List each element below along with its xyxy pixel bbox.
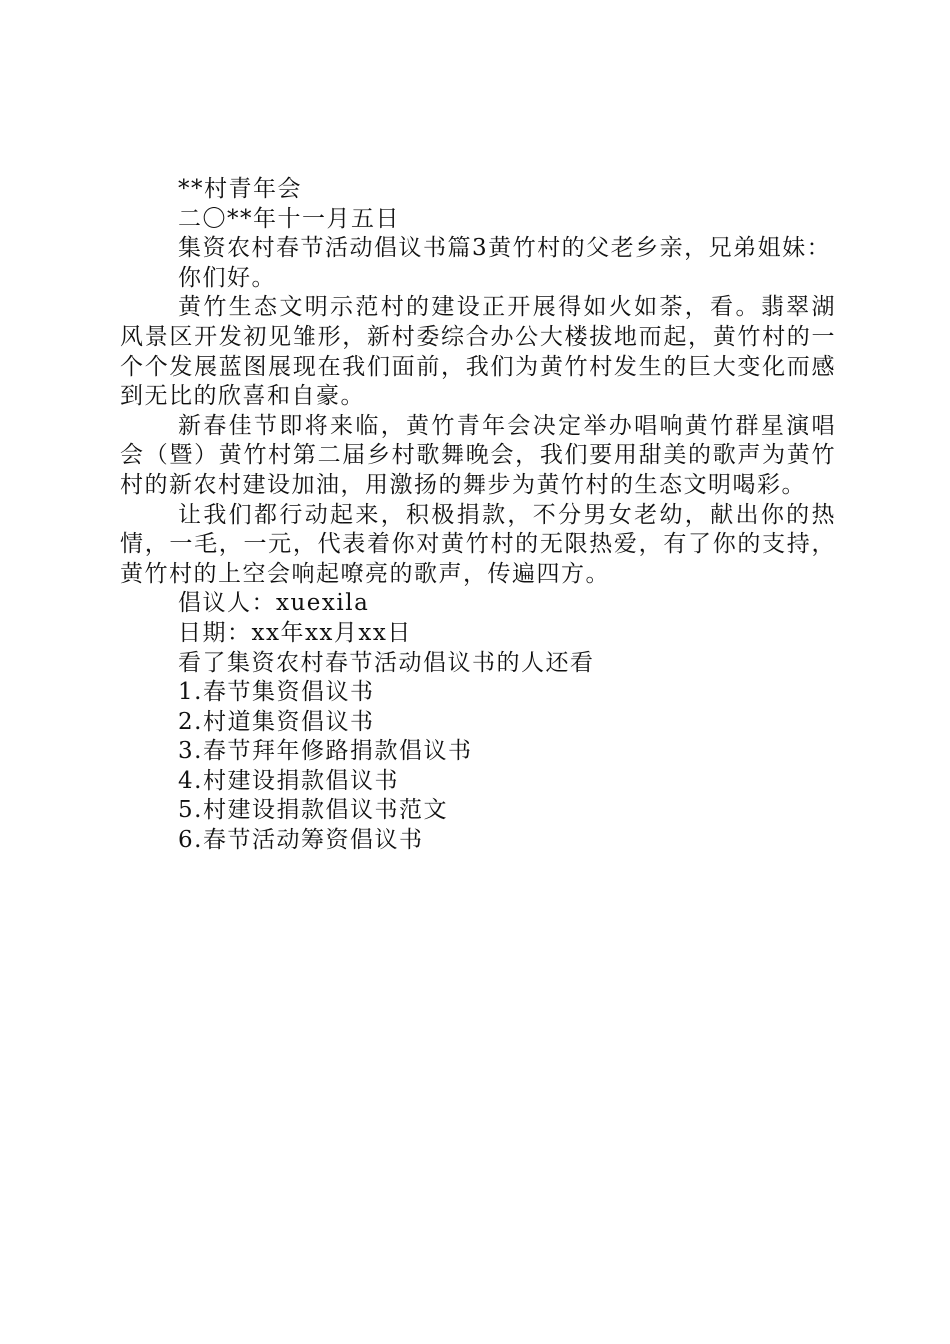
related-link[interactable]: 4.村建设捐款倡议书 <box>178 767 399 794</box>
related-link[interactable]: 5.村建设捐款倡议书范文 <box>178 797 448 824</box>
paragraph-body: 让我们都行动起来，积极捐款，不分男女老幼，献出你的热情，一毛，一元，代表着你对黄竹村的无限热爱，有了你的支持，黄竹村的上空会响起嘹亮的歌声，传遍四方。 <box>120 501 836 587</box>
paragraph-heading: 集资农村春节活动倡议书篇3黄竹村的父老乡亲，兄弟姐妹： <box>178 235 832 262</box>
related-heading: 看了集资农村春节活动倡议书的人还看 <box>178 649 595 676</box>
initiator-line: 倡议人：xuexila <box>178 590 370 617</box>
paragraph-greeting: 你们好。 <box>178 264 276 291</box>
signature-date: 二〇**年十一月五日 <box>178 205 400 232</box>
paragraph-body: 黄竹生态文明示范村的建设正开展得如火如荼，看。翡翠湖风景区开发初见雏形，新村委综合办公大楼拔地而起，黄竹村的一个个发展蓝图展现在我们面前，我们为黄竹村发生的巨大变化而感到无比的欣喜和自豪。 <box>120 294 836 410</box>
document-body <box>120 175 836 856</box>
signature-org: **村青年会 <box>178 176 302 202</box>
date-line: 日期：xx年xx月xx日 <box>178 619 412 646</box>
related-link[interactable]: 2.村道集资倡议书 <box>178 708 375 735</box>
related-link[interactable]: 1.春节集资倡议书 <box>178 679 375 706</box>
paragraph-body: 新春佳节即将来临，黄竹青年会决定举办唱响黄竹群星演唱会（暨）黄竹村第二届乡村歌舞晚会，我们要用甜美的歌声为黄竹村的新农村建设加油，用激扬的舞步为黄竹村的生态文明喝彩。 <box>120 412 836 498</box>
related-link[interactable]: 6.春节活动筹资倡议书 <box>178 827 424 854</box>
related-link[interactable]: 3.春节拜年修路捐款倡议书 <box>178 738 473 765</box>
